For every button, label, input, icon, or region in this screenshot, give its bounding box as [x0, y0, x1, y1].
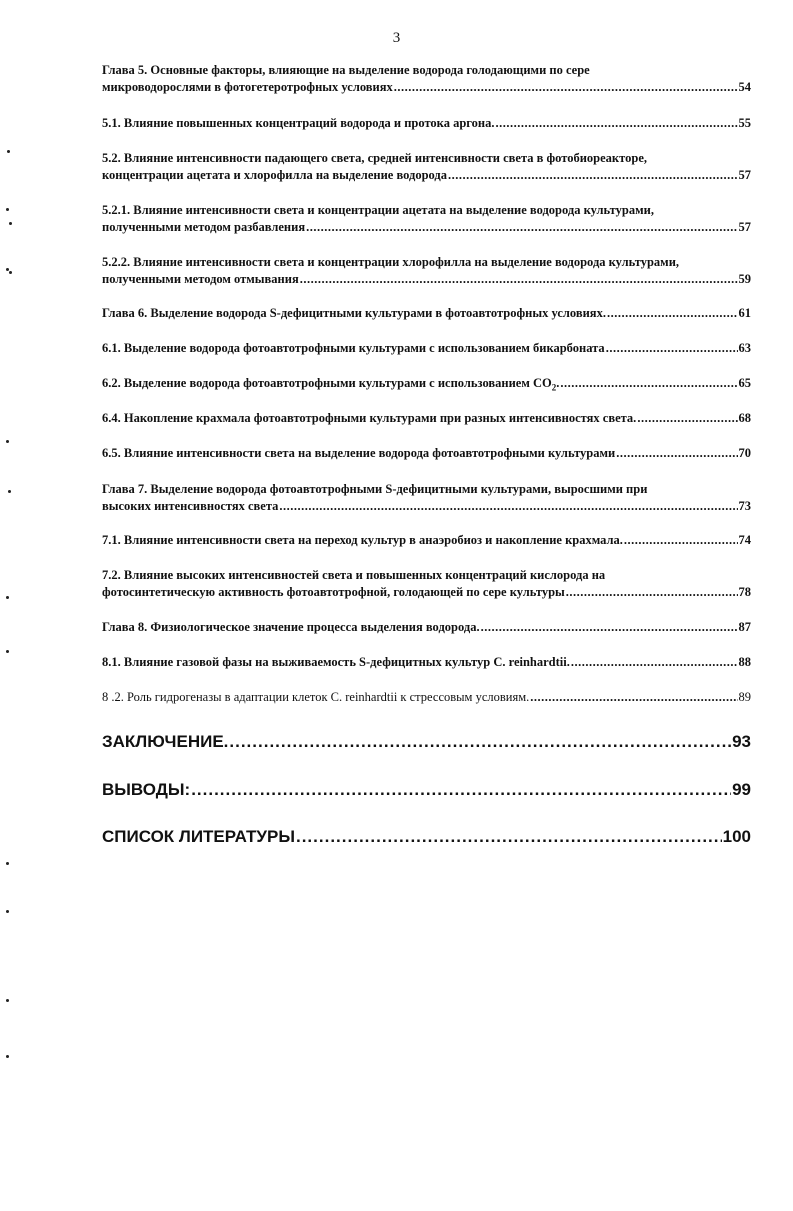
scan-speck — [6, 1055, 9, 1058]
scan-speck — [6, 596, 9, 599]
toc-entry-page: 57 — [738, 220, 751, 234]
scan-speck — [7, 150, 10, 153]
toc-entry-7-2[interactable] — [102, 567, 751, 601]
toc-entry-page: 59 — [738, 272, 751, 286]
toc-entry-page: 73 — [738, 499, 751, 513]
toc-entry-title-line-1: 7.2. Влияние высоких интенсивностей света и повышенных концентраций кислорода на — [102, 568, 606, 582]
toc-entry-title-line-2: концентрации ацетата и хлорофилла на выделение водорода — [102, 168, 447, 182]
toc-entry-chapter-7[interactable] — [102, 481, 751, 515]
toc-entry-page: 74 — [738, 533, 751, 547]
toc-entry-title-line-1: Глава 5. Основные факторы, влияющие на выделение водорода голодающими по сере — [102, 63, 590, 77]
toc-entry-page: 63 — [738, 341, 751, 355]
toc-entry-8-2[interactable] — [102, 689, 751, 706]
toc-entry-title: ВЫВОДЫ: — [102, 780, 191, 799]
toc-entry-5-2-2[interactable] — [102, 254, 751, 288]
toc-entry-title: ЗАКЛЮЧЕНИЕ. — [102, 732, 229, 751]
toc-entry-title-line-1: Глава 7. Выделение водорода фотоавтотрофными S-дефицитными культурами, выросшими при — [102, 482, 648, 496]
toc-entry-8-1[interactable] — [102, 654, 751, 671]
scan-speck — [9, 271, 12, 274]
toc-entry-page: 68 — [738, 411, 751, 425]
scan-speck — [6, 862, 9, 865]
toc-entry-chapter-8[interactable] — [102, 619, 751, 636]
toc-entry-6-5[interactable] — [102, 445, 751, 462]
toc-entry-page: 100 — [722, 827, 751, 846]
toc-entry-page: 88 — [738, 655, 751, 669]
toc-entry-page: 57 — [738, 168, 751, 182]
toc-entry-title: Глава 6. Выделение водорода S-дефицитными культурами в фотоавтотрофных условиях. — [102, 306, 606, 320]
toc-entry-7-1[interactable] — [102, 532, 751, 549]
toc-entry-title: 6.4. Накопление крахмала фотоавтотрофными культурами при разных интенсивностях света. — [102, 411, 637, 425]
toc-entry-5-1[interactable] — [102, 115, 751, 132]
toc-entry-title: 8 .2. Роль гидрогеназы в адаптации клеток C. reinhardtii к стрессовым условиям. — [102, 690, 530, 704]
toc-entry-title-line-2: фотосинтетическую активность фотоавтотрофной, голодающей по сере культуры — [102, 585, 565, 599]
toc-entry-page: 61 — [738, 306, 751, 320]
scan-speck — [6, 440, 9, 443]
toc-entry-page: 70 — [738, 446, 751, 460]
scan-speck — [8, 490, 11, 493]
toc-entry-page: 87 — [738, 620, 751, 634]
scan-speck — [6, 650, 9, 653]
toc-entry-title: 6.2. Выделение водорода фотоавтотрофными культурами с использованием CO — [102, 376, 552, 390]
toc-entry-conclusion[interactable] — [102, 731, 751, 753]
toc-entry-title-line-1: 5.2.1. Влияние интенсивности света и концентрации ацетата на выделение водорода культурами, — [102, 203, 654, 217]
toc-entry-title-line-1: 5.2. Влияние интенсивности падающего света, средней интенсивности света в фотобиореакторе, — [102, 151, 647, 165]
toc-entry-page: 65 — [738, 376, 751, 390]
toc-entry-page: 78 — [738, 585, 751, 599]
toc-entry-title-line-2: микроводорослями в фотогетеротрофных условиях — [102, 80, 393, 94]
toc-entry-6-1[interactable] — [102, 340, 751, 357]
toc-entry-page: 93 — [732, 732, 751, 751]
toc-entry-6-2[interactable]: 6.2. Выделение водорода фотоавтотрофными культурами с использованием $CO_2$. ..... 65 — [102, 375, 751, 397]
toc-entry-title-line-2: полученными методом отмывания — [102, 272, 299, 286]
toc-entry-title-line-2: высоких интенсивностях света — [102, 499, 279, 513]
toc-entry-title: 6.5. Влияние интенсивности света на выделение водорода фотоавтотрофными культурами — [102, 446, 616, 460]
page-number: 3 — [392, 30, 401, 46]
toc-entry-subscript: 2 — [551, 382, 557, 393]
toc-entry-title: СПИСОК ЛИТЕРАТУРЫ — [102, 827, 295, 846]
toc-entry-6-4[interactable] — [102, 410, 751, 427]
toc-entry-references[interactable] — [102, 826, 751, 848]
scan-speck — [6, 208, 9, 211]
toc-entry-chapter-5[interactable] — [102, 62, 751, 96]
toc-entry-title-line-2: полученными методом разбавления — [102, 220, 306, 234]
toc-entry-title-line-1: 5.2.2. Влияние интенсивности света и концентрации хлорофилла на выделение водорода культурами, — [102, 255, 680, 269]
toc-entry-title: 8.1. Влияние газовой фазы на выживаемость S-дефицитных культур C. reinhardtii. — [102, 655, 570, 669]
toc-entry-5-2-1[interactable] — [102, 202, 751, 236]
toc-entry-title: 5.1. Влияние повышенных концентраций водорода и протока аргона. — [102, 116, 495, 130]
toc-entry-title: 7.1. Влияние интенсивности света на переход культур в анаэробиоз и накопление крахмала. — [102, 533, 623, 547]
toc-entry-5-2[interactable] — [102, 150, 751, 184]
toc-entry-page: 55 — [738, 116, 751, 130]
toc-entry-page: 89 — [738, 690, 751, 704]
scan-speck — [6, 910, 9, 913]
toc-entry-page: 54 — [738, 80, 751, 94]
toc-entry-title: Глава 8. Физиологическое значение процесса выделения водорода. — [102, 620, 480, 634]
toc-entry-chapter-6[interactable] — [102, 305, 751, 322]
scan-speck — [9, 222, 12, 225]
toc-entry-title: 6.1. Выделение водорода фотоавтотрофными культурами с использованием бикарбоната — [102, 341, 605, 355]
toc-entry-findings[interactable] — [102, 779, 751, 801]
toc-entry-page: 99 — [732, 780, 751, 799]
scan-speck — [6, 999, 9, 1002]
